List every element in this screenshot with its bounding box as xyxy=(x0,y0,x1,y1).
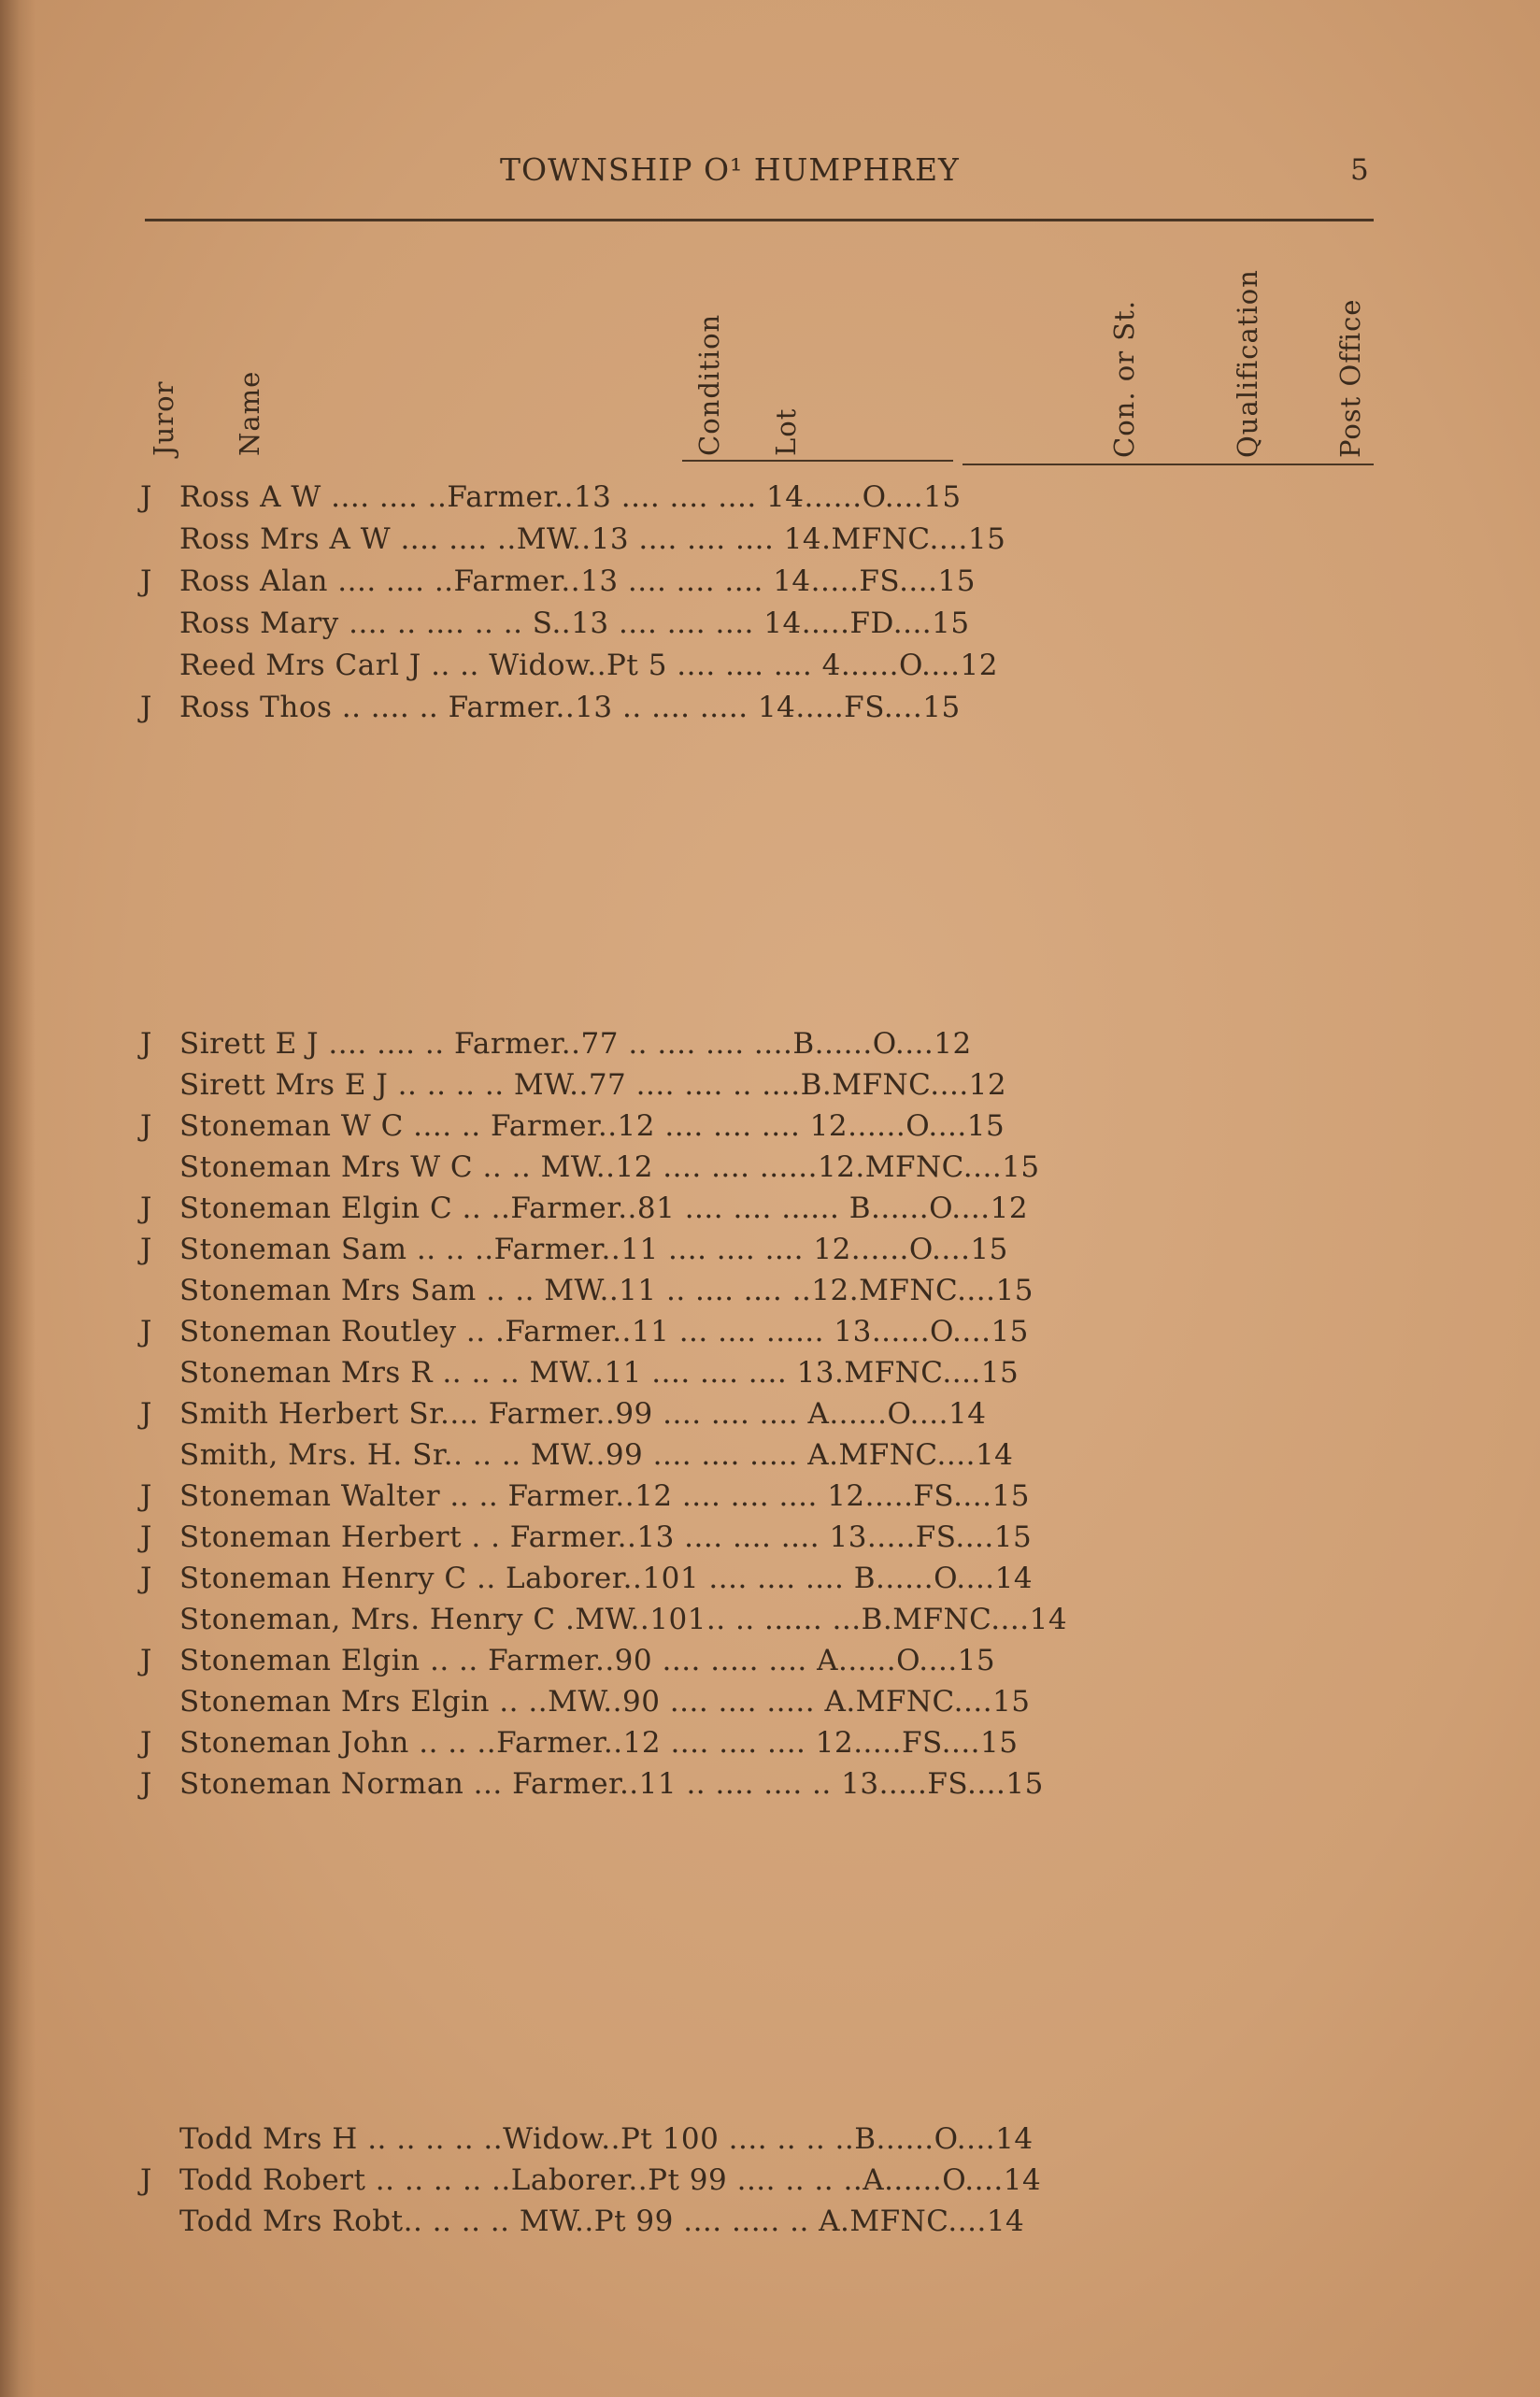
list-item xyxy=(140,1599,1374,1640)
entry-text: Stoneman Herbert . . Farmer..13 .... .... .... 13.....FS....15 xyxy=(179,1520,1033,1554)
list-item xyxy=(140,1517,1374,1558)
juror-mark: J xyxy=(140,1726,152,1760)
entry-text: Stoneman Mrs W C .. .. MW..12 .... .... ......12.MFNC....15 xyxy=(179,1150,1040,1184)
list-item xyxy=(140,1106,1374,1147)
entry-text: Ross Mrs A W .... .... ..MW..13 .... .... .... 14.MFNC....15 xyxy=(179,522,1006,556)
col-name: Name xyxy=(234,370,265,456)
entry-text: Ross Alan .... .... ..Farmer..13 .... .... .... 14.....FS....15 xyxy=(179,564,976,598)
entry-text: Smith, Mrs. H. Sr.. .. .. MW..99 .... .... ..... A.MFNC....14 xyxy=(179,1438,1014,1472)
entry-text: Stoneman Walter .. .. Farmer..12 .... .... .... 12.....FS....15 xyxy=(179,1479,1030,1513)
entry-text: Stoneman Henry C .. Laborer..101 .... .... .... B......O....14 xyxy=(179,1562,1034,1595)
col-juror: Juror xyxy=(148,380,179,456)
entry-text: Sirett Mrs E J .. .. .. .. MW..77 .... .... .. ....B.MFNC....12 xyxy=(179,1068,1007,1102)
entry-text: Stoneman W C .... .. Farmer..12 .... .... .... 12......O....15 xyxy=(179,1109,1005,1143)
entry-text: Reed Mrs Carl J .. .. Widow..Pt 5 .... .... .... 4......O....12 xyxy=(179,649,998,682)
entry-text: Todd Robert .. .. .. .. ..Laborer..Pt 99 .... .. .. ..A......O....14 xyxy=(179,2163,1042,2197)
juror-mark: J xyxy=(140,1479,152,1513)
column-header-rule-right xyxy=(962,464,1374,465)
column-header-rule-left xyxy=(682,460,953,462)
juror-mark: J xyxy=(140,1315,152,1348)
juror-mark: J xyxy=(140,1233,152,1266)
entry-text: Todd Mrs Robt.. .. .. .. MW..Pt 99 .... ..... .. A.MFNC....14 xyxy=(179,2204,1025,2238)
list-item xyxy=(140,1393,1374,1434)
entry-text: Stoneman Elgin C .. ..Farmer..81 .... .... ...... B......O....12 xyxy=(179,1191,1029,1225)
col-qualification: Qualification xyxy=(1232,269,1263,458)
list-item xyxy=(140,1023,1374,1064)
list-item xyxy=(140,1763,1374,1805)
list-item xyxy=(140,687,1374,728)
entry-text: Todd Mrs H .. .. .. .. ..Widow..Pt 100 .... .. .. ..B......O....14 xyxy=(179,2122,1034,2156)
entry-text: Sirett E J .... .... .. Farmer..77 .. .... .... ....B......O....12 xyxy=(179,1027,972,1061)
entry-text: Ross A W .... .... ..Farmer..13 .... .... .... 14......O....15 xyxy=(179,480,962,514)
list-item xyxy=(140,2201,1374,2242)
entry-text: Stoneman John .. .. ..Farmer..12 .... .... .... 12.....FS....15 xyxy=(179,1726,1019,1760)
list-item xyxy=(140,1229,1374,1270)
column-headers xyxy=(0,224,1540,467)
juror-mark: J xyxy=(140,1767,152,1801)
list-item xyxy=(140,1311,1374,1352)
entry-text: Stoneman Elgin .. .. Farmer..90 .... ..... .... A......O....15 xyxy=(179,1644,996,1677)
running-title: TOWNSHIP O¹ HUMPHREY xyxy=(500,151,960,188)
juror-mark: J xyxy=(140,691,152,724)
list-item xyxy=(140,603,1374,644)
list-item xyxy=(140,2160,1374,2201)
list-item xyxy=(140,1558,1374,1599)
entry-text: Ross Mary .... .. .... .. .. S..13 .... .... .... 14.....FD....15 xyxy=(179,606,970,640)
col-con-or-st: Con. or St. xyxy=(1108,299,1140,458)
juror-mark: J xyxy=(140,1562,152,1595)
list-item xyxy=(140,1270,1374,1311)
running-head xyxy=(0,151,1540,189)
entry-text: Stoneman Mrs Sam .. .. MW..11 .. .... .... ..12.MFNC....15 xyxy=(179,1274,1034,1307)
list-item xyxy=(140,2119,1374,2160)
entry-text: Stoneman Routley .. .Farmer..11 ... .... ...... 13......O....15 xyxy=(179,1315,1029,1348)
juror-mark: J xyxy=(140,2163,152,2197)
entry-text: Stoneman Mrs Elgin .. ..MW..90 .... .... ..... A.MFNC....15 xyxy=(179,1685,1031,1719)
col-post-office: Post Office xyxy=(1334,298,1366,458)
list-item xyxy=(140,645,1374,686)
list-item xyxy=(140,1681,1374,1722)
header-rule xyxy=(145,219,1374,221)
list-item xyxy=(140,1064,1374,1106)
juror-mark: J xyxy=(140,480,152,514)
list-item xyxy=(140,1352,1374,1393)
entry-text: Stoneman Mrs R .. .. .. MW..11 .... .... .... 13.MFNC....15 xyxy=(179,1356,1020,1390)
list-item xyxy=(140,561,1374,602)
list-item xyxy=(140,1476,1374,1517)
col-condition: Condition xyxy=(693,313,725,456)
juror-mark: J xyxy=(140,1191,152,1225)
list-item xyxy=(140,519,1374,560)
list-item xyxy=(140,1188,1374,1229)
juror-mark: J xyxy=(140,1027,152,1061)
col-lot: Lot xyxy=(770,407,802,456)
entry-text: Stoneman Norman ... Farmer..11 .. .... .... .. 13.....FS....15 xyxy=(179,1767,1044,1801)
list-item xyxy=(140,477,1374,518)
list-item xyxy=(140,1722,1374,1763)
juror-mark: J xyxy=(140,564,152,598)
juror-mark: J xyxy=(140,1644,152,1677)
entry-text: Ross Thos .. .... .. Farmer..13 .. .... ..... 14.....FS....15 xyxy=(179,691,961,724)
juror-mark: J xyxy=(140,1397,152,1431)
list-item xyxy=(140,1434,1374,1476)
entry-text: Stoneman, Mrs. Henry C .MW..101.. .. ...... ...B.MFNC....14 xyxy=(179,1603,1068,1636)
entry-text: Stoneman Sam .. .. ..Farmer..11 .... .... .... 12......O....15 xyxy=(179,1233,1008,1266)
list-item xyxy=(140,1147,1374,1188)
entry-text: Smith Herbert Sr.... Farmer..99 .... .... .... A......O....14 xyxy=(179,1397,987,1431)
list-item xyxy=(140,1640,1374,1681)
juror-mark: J xyxy=(140,1109,152,1143)
juror-mark: J xyxy=(140,1520,152,1554)
page-number: 5 xyxy=(1350,153,1369,187)
